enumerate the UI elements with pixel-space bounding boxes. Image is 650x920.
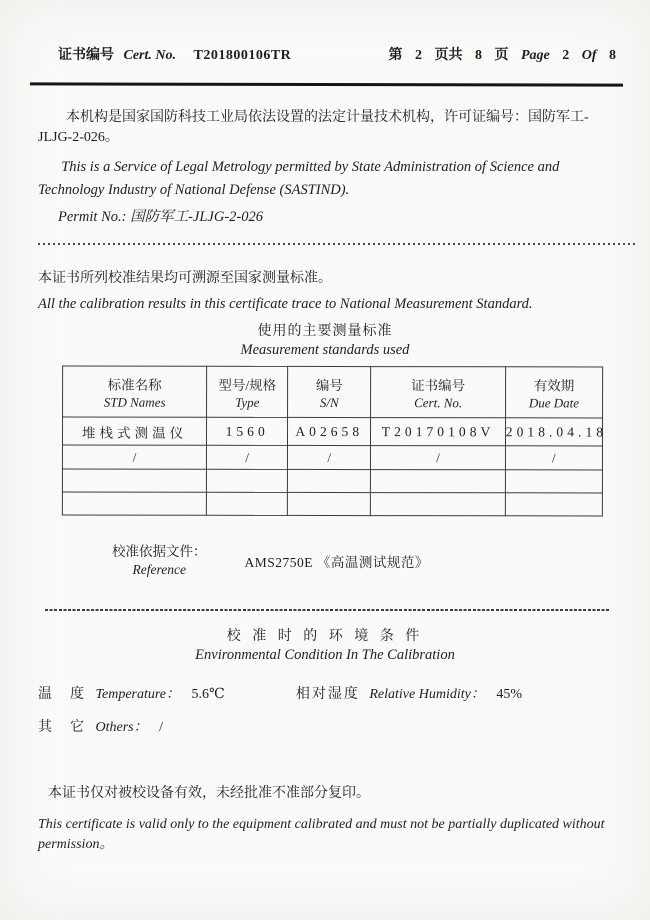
cell-std-name — [62, 469, 206, 492]
cell-due-date: 2018.04.18 — [505, 417, 602, 445]
cell-type — [207, 469, 288, 492]
cell-cert-no: T20170108V — [371, 417, 506, 445]
header-type-zh: 型号/规格 — [218, 376, 277, 392]
cell-std-name — [62, 492, 206, 515]
cell-sn: A02658 — [288, 417, 371, 445]
cert-no-value: T201800106TR — [193, 48, 292, 63]
page-label-page: Page — [520, 48, 550, 63]
page-label-yegong: 页共 — [434, 48, 463, 63]
table-row — [62, 445, 602, 470]
humidity-label-zh: 相对湿度 — [295, 687, 360, 703]
traceability-section — [38, 267, 620, 313]
header-due-date-zh: 有效期 — [533, 377, 575, 393]
environment-title-zh: 校 准 时 的 环 境 条 件 — [226, 629, 424, 645]
others-label-zh: 其 它 — [38, 720, 86, 736]
reference-label-zh: 校准依据文件： — [112, 543, 207, 559]
cell-sn — [288, 469, 371, 492]
reference-label-en: Reference — [132, 561, 186, 577]
header-type-en: Type — [235, 393, 260, 409]
standards-table — [62, 365, 608, 516]
temperature-label-zh: 温 度 — [38, 687, 86, 703]
intro-text-zh: 本机构是国家国防科技工业局依法设置的法定计量技术机构，许可证编号：国防军工-JLJG-2-026。 — [38, 110, 589, 146]
page-current-zh: 2 — [414, 48, 422, 63]
reference-section — [112, 543, 650, 579]
header-rule — [30, 82, 623, 86]
header-cert-no-zh: 证书编号 — [411, 377, 466, 393]
humidity-item — [296, 683, 522, 703]
humidity-value: 45% — [496, 687, 522, 703]
header-sn-en: S/N — [319, 394, 339, 410]
temperature-label-en: Temperature： — [95, 687, 181, 703]
standards-title-zh: 使用的主要测量标准 — [257, 323, 393, 339]
page-total-en: 8 — [609, 48, 616, 63]
cert-number-group — [58, 44, 297, 64]
table-row — [62, 417, 602, 446]
environment-row-2 — [38, 716, 650, 736]
header-sn-zh: 编号 — [315, 377, 343, 393]
others-value: / — [159, 720, 164, 736]
table-header-due-date — [505, 366, 602, 417]
cell-due-date: / — [505, 445, 602, 469]
cell-type — [207, 492, 288, 515]
header-due-date-en: Due Date — [528, 394, 580, 410]
cell-sn — [288, 492, 371, 515]
standards-title-en: Measurement standards used — [240, 341, 410, 358]
temperature-item — [38, 683, 225, 703]
environment-row-1 — [38, 683, 650, 703]
cell-type: / — [207, 445, 288, 469]
table-header-std-names — [63, 366, 207, 417]
standards-title — [0, 320, 650, 359]
cell-due-date — [505, 492, 602, 515]
cell-cert-no — [371, 492, 505, 515]
cell-cert-no — [371, 469, 505, 492]
temperature-value: 5.6℃ — [191, 687, 225, 703]
cell-sn: / — [288, 445, 371, 469]
page-label-ye: 页 — [494, 48, 509, 63]
cert-no-label-en: Cert. No. — [123, 48, 176, 63]
reference-label — [112, 543, 207, 579]
traceability-text-zh: 本证书所列校准结果均可溯源至国家测量标准。 — [38, 270, 332, 286]
intro-text-en: This is a Service of Legal Metrology permitted by State Administration of Science and Technology Industry of National Defense (SASTIND). — [38, 158, 560, 199]
environment-title — [0, 625, 650, 664]
traceability-text-en: All the calibration results in this certificate trace to National Measurement Standard. — [38, 295, 533, 312]
page-header — [0, 0, 650, 64]
cell-due-date — [505, 469, 602, 492]
table-header-row — [63, 366, 603, 418]
reference-value: AMS2750E 《高温测试规范》 — [244, 554, 429, 570]
table-header-cert-no — [371, 366, 506, 417]
page-label-di: 第 — [388, 48, 403, 63]
table-header-sn — [288, 366, 371, 417]
header-cert-no-en: Cert. No. — [414, 394, 463, 410]
validity-section — [38, 782, 620, 853]
cell-std-name: 堆栈式测温仪 — [62, 417, 206, 445]
page-current-en: 2 — [562, 48, 570, 63]
permit-number: Permit No.: 国防军工-JLJG-2-026 — [58, 208, 263, 225]
validity-text-en: This certificate is valid only to the equipment calibrated and must not be partially duplicated without permission。 — [38, 817, 605, 853]
table-header-type — [207, 366, 288, 417]
cell-type: 1560 — [207, 417, 288, 445]
table-row — [62, 469, 602, 493]
table-row — [62, 492, 602, 516]
others-item — [38, 716, 163, 736]
dotted-divider — [38, 243, 636, 245]
cell-std-name: / — [62, 445, 206, 469]
header-std-names-en: STD Names — [103, 393, 166, 409]
dashed-divider — [45, 609, 610, 611]
header-std-names-zh: 标准名称 — [107, 376, 162, 392]
page-label-of: Of — [581, 48, 597, 63]
validity-text-zh: 本证书仅对被校设备有效，未经批准不准部分复印。 — [48, 786, 370, 802]
cert-no-label-zh: 证书编号 — [58, 48, 114, 63]
page-total-zh: 8 — [474, 48, 482, 63]
environment-title-en: Environmental Condition In The Calibration — [195, 647, 455, 664]
page-number-group — [379, 44, 616, 64]
cell-cert-no: / — [371, 445, 505, 469]
intro-section — [38, 108, 620, 228]
others-label-en: Others： — [95, 720, 148, 736]
humidity-label-en: Relative Humidity： — [369, 687, 485, 703]
